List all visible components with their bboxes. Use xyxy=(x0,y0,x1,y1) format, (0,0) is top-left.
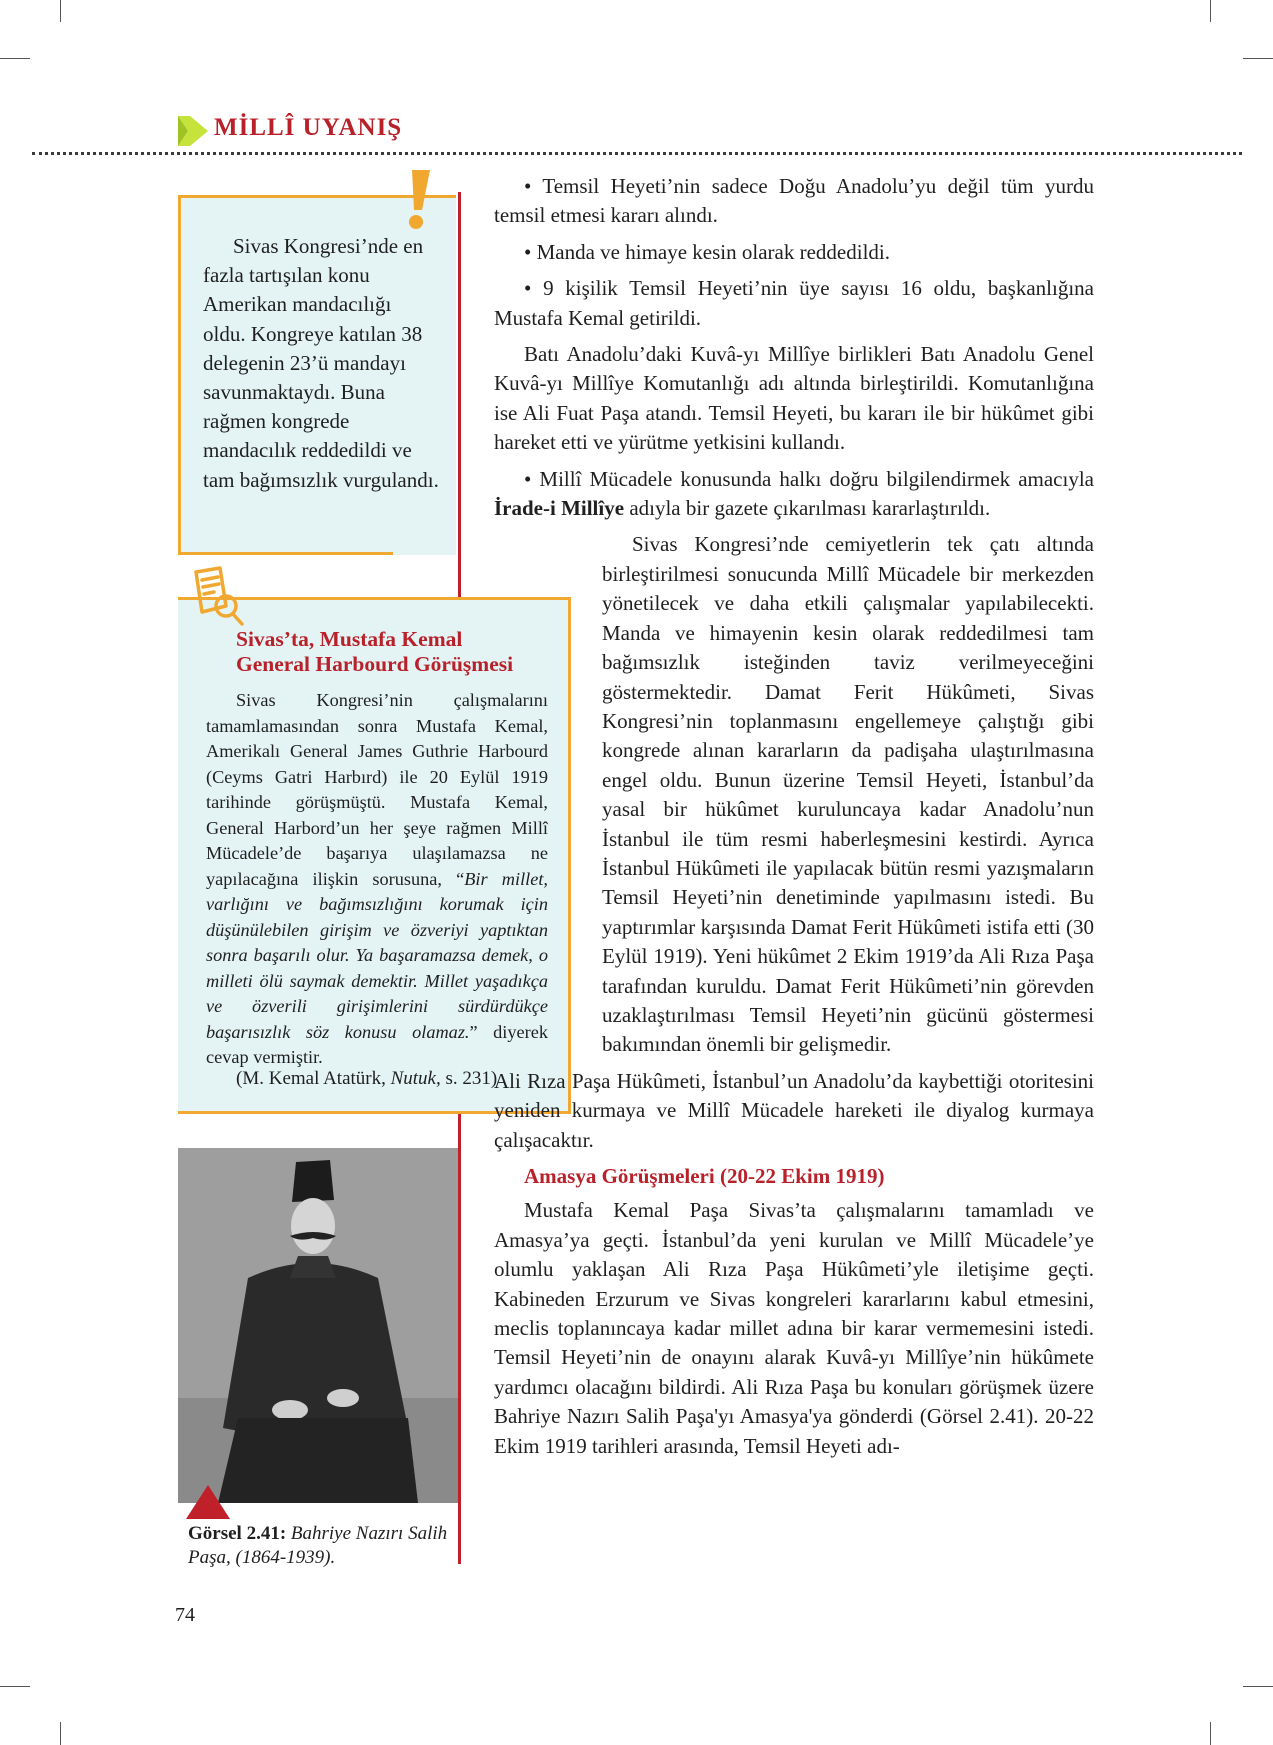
photo-portrait-illustration xyxy=(178,1148,458,1503)
crop-mark xyxy=(0,58,30,59)
note-box xyxy=(178,195,456,555)
chevron-arrow-icon xyxy=(178,116,208,146)
bullet-item: • Manda ve himaye kesin olarak reddedildi. xyxy=(494,238,1094,267)
caption-label: Görsel 2.41: xyxy=(188,1523,287,1544)
paragraph: Batı Anadolu’daki Kuvâ-yı Millîye birlikleri Batı Anadolu Genel Kuvâ-yı Millîye Komutanlığı adı altında birleştirildi. Komutanlığına ise Ali Fuat Paşa atandı. Temsil Heyeti, bu kararı ile bir hükûmet gibi hareket etti ve yürütme yetkisini kullandı. xyxy=(494,342,1094,455)
document-magnifier-icon xyxy=(188,566,248,628)
note-text: Sivas Kongresi’nde en fazla tartışılan konu Amerikan mandacılığı oldu. Kongreye katılan 38 delegenin 23’ü mandayı savunmaktaydı. Buna rağmen kongrede mandacılık reddedildi ve tam bağımsızlık vurgulandı. xyxy=(203,234,439,492)
indented-section xyxy=(602,530,1094,1059)
source-title-line1: Sivas’ta, Mustafa Kemal xyxy=(236,627,463,651)
chapter-title: MİLLÎ UYANIŞ xyxy=(214,114,403,141)
exclamation-icon xyxy=(400,170,436,230)
crop-mark xyxy=(1243,1686,1273,1687)
bullet-item xyxy=(494,465,1094,524)
photo-caption xyxy=(188,1522,453,1570)
bullet-item: • 9 kişilik Temsil Heyeti’nin üye sayısı 16 oldu, başkanlığına Mustafa Kemal getirildi. xyxy=(494,274,1094,333)
source-body-plain: Sivas Kongresi’nin çalışmalarını tamamlamasından sonra Mustafa Kemal, Amerikalı General James Guthrie Harbourd (Ceyms Gatri Harbırd) ile 20 Eylül 1919 tarihinde görüşmüştü. Mustafa Kemal, General Harbord’un her şeye rağmen Millî Mücadele’de başarıya ulaşılamazsa ne yapılacağına ilişkin sorusuna, “ xyxy=(206,690,548,889)
bullet-item: • Temsil Heyeti’nin sadece Doğu Anadolu’yu değil tüm yurdu temsil etmesi kararı alındı. xyxy=(494,172,1094,231)
citation-suffix: s. 231) xyxy=(440,1068,498,1089)
paragraph: Mustafa Kemal Paşa Sivas’ta çalışmalarını tamamladı ve Amasya’ya geçti. İstanbul’da yeni kurulan ve Millî Mücadele’ye olumlu yaklaşan Ali Rıza Paşa Hükûmeti’yle iletişime geçti. Kabineden Erzurum ve Sivas kongreleri kararlarını kabul etmesini, meclis toplanıncaya kadar millet adına bir karar vermemesini istedi. Temsil Heyeti’nin de onayını alarak Kuvâ-yı Millîye’nin hükûmete yardımcı olacağını bildirdi. Ali Rıza Paşa bu konuları görüşmek üzere Bahriye Nazırı Salih Paşa'yı Amasya'ya gönderdi (Görsel 2.41). 20-22 Ekim 1919 tarihleri arasında, Temsil Heyeti adı- xyxy=(494,1198,1094,1458)
source-title-line2: General Harbourd Görüşmesi xyxy=(236,652,514,676)
bullet-text: Millî Mücadele konusunda halkı doğru bilgilendirmek amacıyla xyxy=(539,466,1094,491)
main-text-column xyxy=(494,172,1094,1468)
crop-mark xyxy=(1243,58,1273,59)
crop-mark xyxy=(1210,0,1211,22)
historical-photo xyxy=(178,1148,458,1503)
caption-text: Bahriye Nazırı Salih Paşa, (1864-1939). xyxy=(188,1523,448,1568)
paragraph: Sivas Kongresi’nde cemiyetlerin tek çatı altında birleştirilmesi sonucunda Millî Mücadele bir merkezden yönetilecek ve daha etkili çalışmalar yapılabilecekti. Manda ve himayenin kesin olarak reddedilmesi tam bağımsızlık isteğinden taviz verilmeyeceğini göstermektedir. Damat Ferit Hükûmeti, Sivas Kongresi’nin toplanmasını engellemeye çalıştığı gibi kongrede alınan kararların da padişaha ulaştırılmasına engel oldu. Bunun üzerine Temsil Heyeti, İstanbul’da yasal bir hükûmet kuruluncaya kadar Anadolu’nun İstanbul ile tüm resmi haberleşmesini kestirdi. Ayrıca İstanbul Hükûmeti ile yapılacak bütün resmi yazışmaların Temsil Heyeti’nin denetiminde yapılmasını istedi. Bu yaptırımlar karşısında Damat Ferit Hükûmeti istifa etti (30 Eylül 1919). Yeni hükûmet 2 Ekim 1919’da Ali Rıza Paşa tarafından kuruldu. Damat Ferit Hükûmeti’nin görevden uzaklaştırılması Temsil Heyeti’nin gücünü göstermesi bakımından önemli bir gelişmedir. xyxy=(602,532,1094,1057)
note-box-bottom-rule xyxy=(178,552,393,555)
crop-mark xyxy=(1210,1722,1211,1745)
newspaper-name: İrade-i Millîye xyxy=(494,496,625,521)
citation-prefix: (M. Kemal Atatürk, xyxy=(236,1068,391,1089)
red-triangle-icon xyxy=(186,1485,230,1519)
crop-mark xyxy=(0,1686,30,1687)
source-body-quote: Bir millet, varlığını ve bağımsızlığını korumak için düşünülebilen girişim ve özveriyi yaptıktan sonra başarılı olur. Ya başaramazsa demek, o milleti ölü saymak demektir. Millet yaşadıkça ve özverili girişimlerini sürdürdükçe başarısızlık söz konusu olamaz. xyxy=(206,868,548,1042)
section-subheading: Amasya Görüşmeleri (20-22 Ekim 1919) xyxy=(524,1164,885,1188)
header-divider xyxy=(32,152,1242,155)
citation-work: Nutuk, xyxy=(390,1068,441,1089)
bullet-text: adıyla bir gazete çıkarılması kararlaştırıldı. xyxy=(624,496,991,521)
source-body-end: ” diyerek cevap vermiştir. xyxy=(206,1021,548,1067)
crop-mark xyxy=(60,0,61,22)
source-citation xyxy=(236,1068,497,1090)
page-number: 74 xyxy=(175,1604,195,1626)
paragraph: Ali Rıza Paşa Hükûmeti, İstanbul’un Anadolu’da kaybettiği otoritesini yeniden kurmaya ve Millî Mücadele hareketi ile diyalog kurmaya çalışacaktır. xyxy=(494,1068,1094,1152)
crop-mark xyxy=(60,1722,61,1745)
